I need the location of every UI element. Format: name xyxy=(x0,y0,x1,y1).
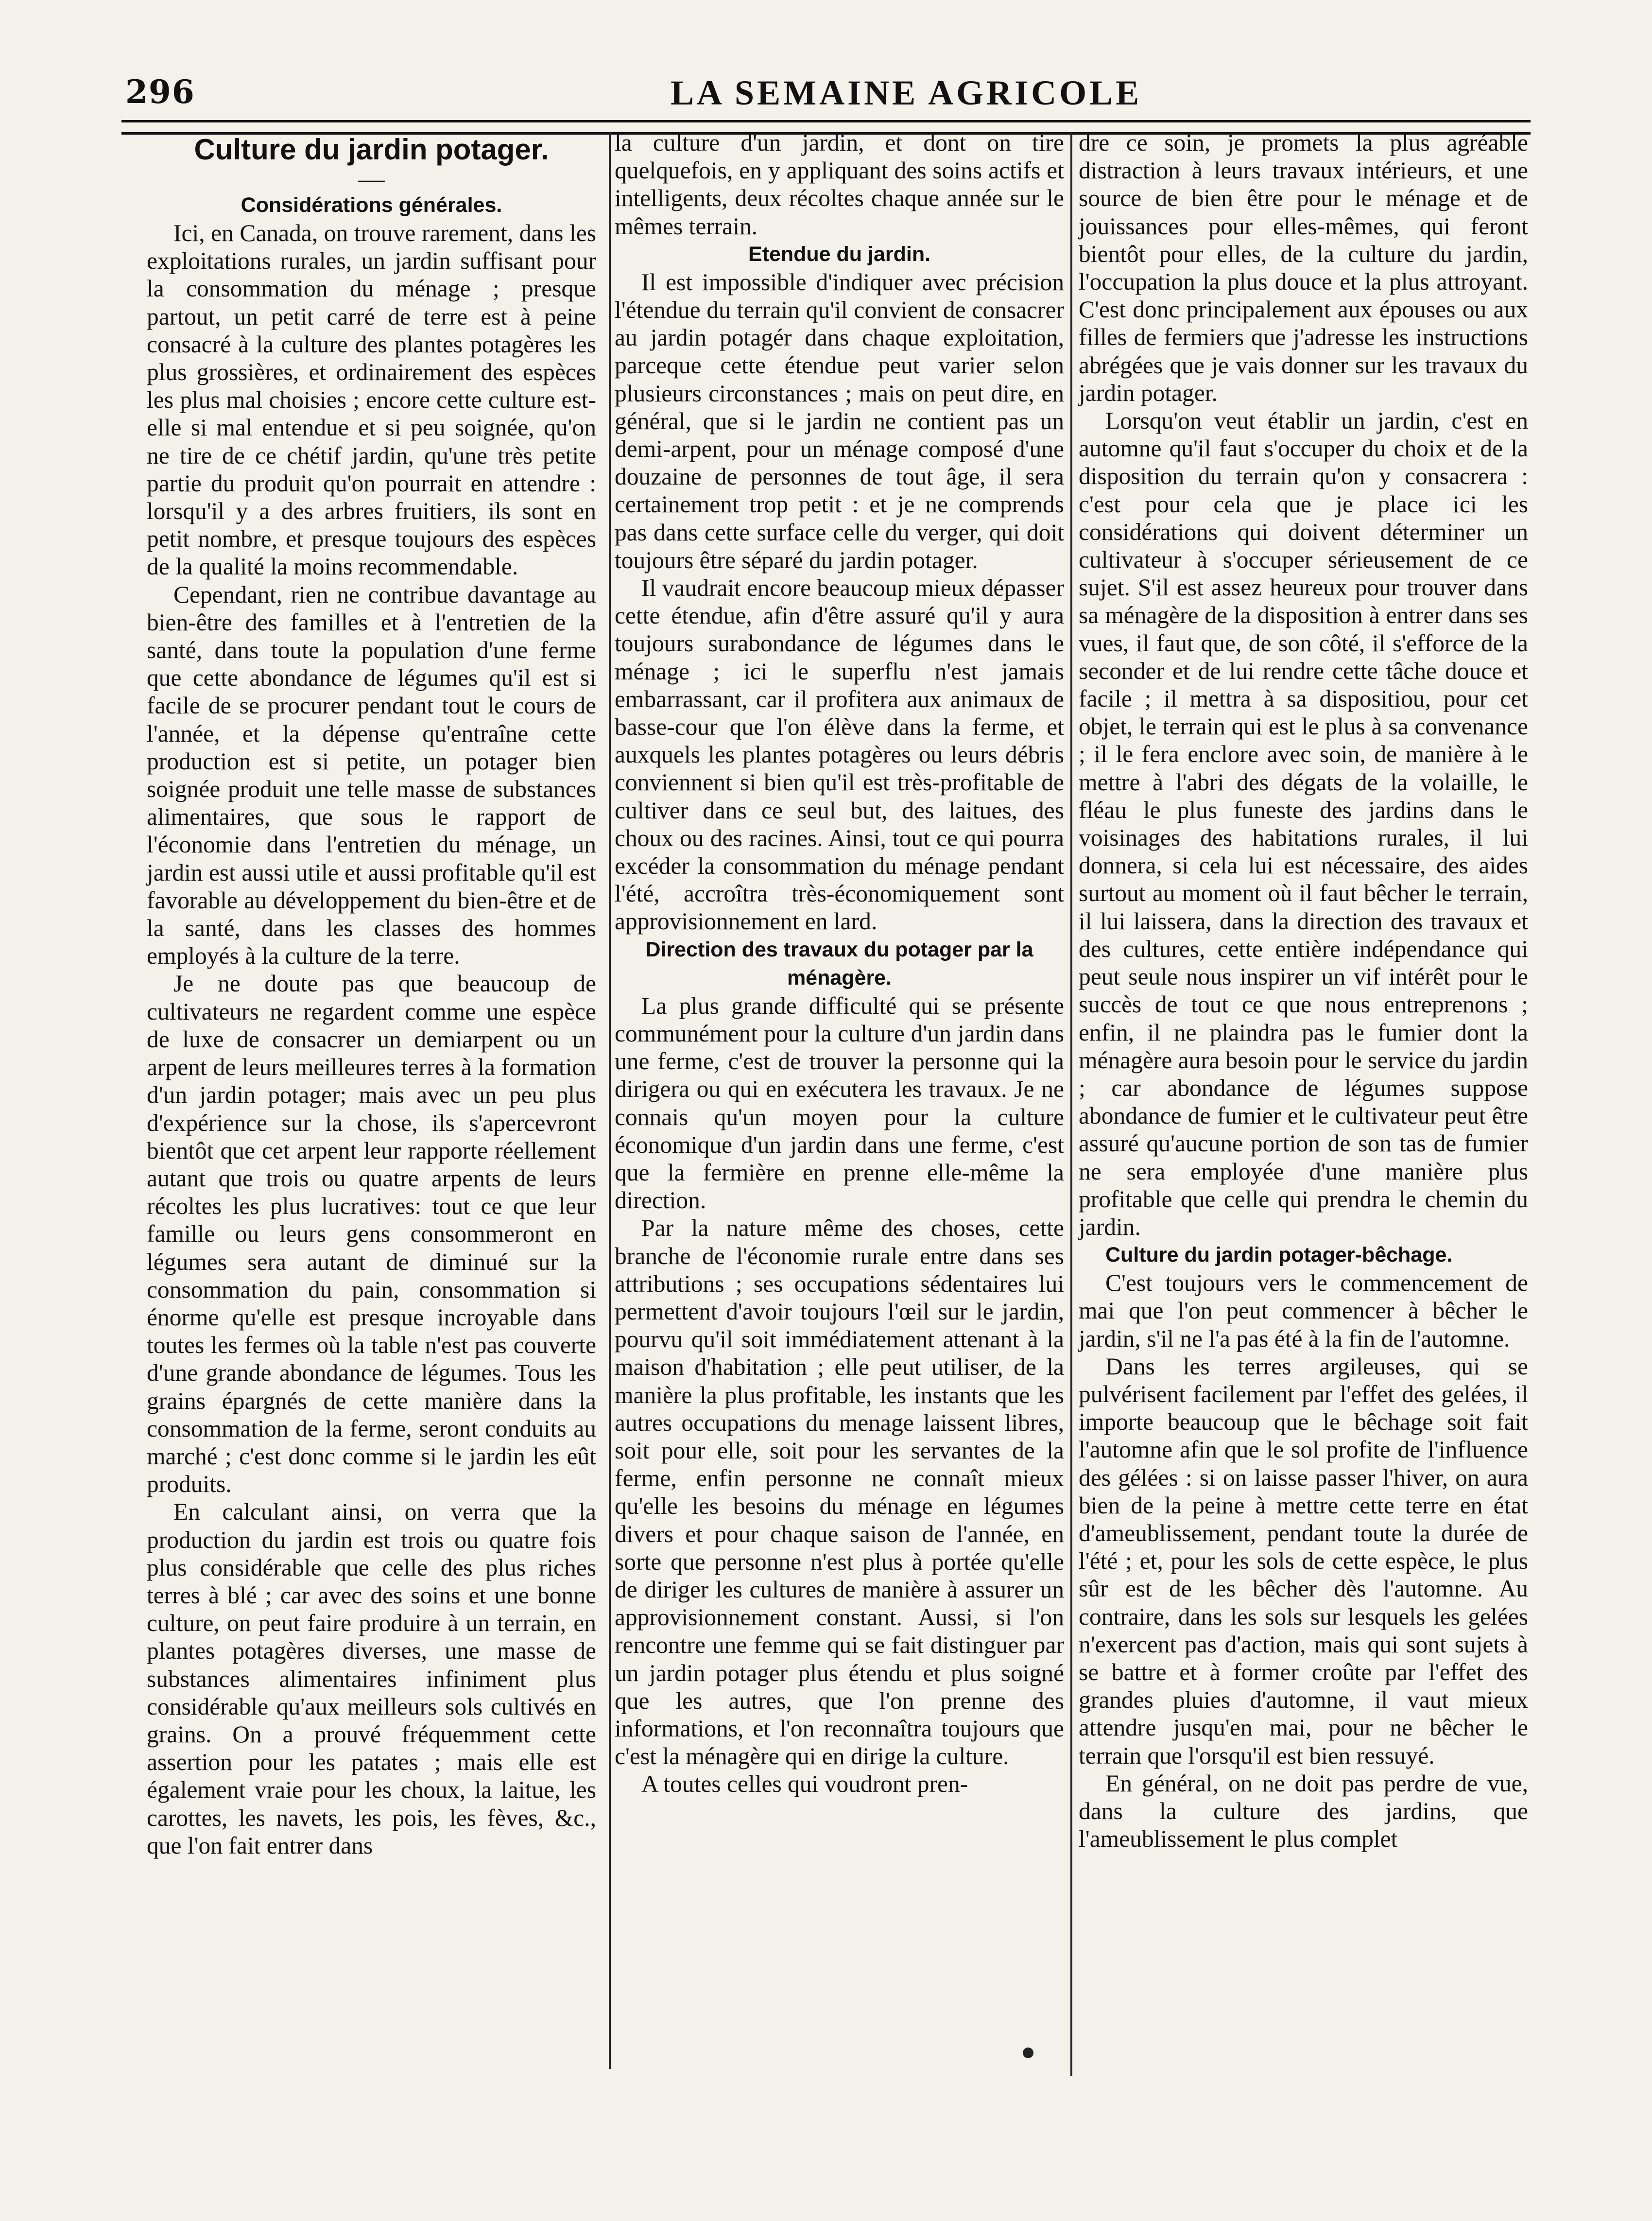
paragraph-continued: la culture d'un jardin, et dont on tire quelquefois, en y appliquant des soins actifs et intelligents, deux récoltes chaque année sur le mêmes terrain. xyxy=(615,129,1064,240)
paragraph: Cependant, rien ne contribue davantage au bien-être des familles et à l'entretien de la santé, dans toute la population d'une ferme que cette abondance de légumes qu'il est si facile de se procurer pendant tout le cours de l'année, et la dépense qu'entraîne cette production est si petite, un potager bien soignée produit une telle masse de substances alimentaires, que sous le rapport de l'économie dans l'entretien du ménage, un jardin est aussi utile et aussi profitable qu'il est favorable au développement du bien-être et de la santé, dans les classes des hommes employés à la culture de la terre. xyxy=(147,581,596,970)
paragraph: Par la nature même des choses, cette branche de l'économie rurale entre dans ses attributions ; ses occupations sédentaires lui permettent d'avoir toujours l'œil sur le jardin, pourvu qu'il soit immédiatement attenant à la maison d'habitation ; elle peut utiliser, de la manière la plus profitable, les instants que les autres occupations du menage laissent libres, soit pour elle, soit pour les servantes de la ferme, enfin personne ne connaît mieux qu'elle les besoins du ménage en légumes divers et pour chaque saison de l'année, en sorte que personne n'est plus à portée qu'elle de diriger les cultures de manière à assurer un approvisionnement constant. Aussi, si l'on rencontre une femme qui se fait distinguer par un jardin potager plus étendu et plus soigné que les autres, que l'on prenne des informations, et l'on reconnaîtra toujours que c'est la ménagère qui en dirige la culture. xyxy=(615,1215,1064,1770)
paragraph: Je ne doute pas que beaucoup de cultivateurs ne regardent comme une espèce de luxe de consacrer un demiarpent ou un arpent de leurs meilleures terres à la formation d'un jardin potager; mais avec un peu plus d'expérience sur la chose, ils s'apercevront bientôt que cet arpent leur rapporte réellement autant que trois ou quatre arpents de leurs récoltes les plus lucratives: tout ce que leur famille ou leurs gens consommeront en légumes sera autant de diminué sur la consommation du pain, consommation si énorme qu'elle est presque incroyable dans toutes les fermes où la table n'est pas couverte d'une grande abondance de légumes. Tous les grains épargnés de cette manière dans la consommation de la ferme, seront conduits au marché ; c'est donc comme si le jardin les eût produits. xyxy=(147,970,596,1498)
paragraph: Il est impossible d'indiquer avec précision l'étendue du terrain qu'il convient de consacrer au jardin potagér dans chaque exploitation, parceque cette étendue peut varier selon plusieurs circonstances ; mais on peut dire, en général, que si le jardin ne contient pas un demi-arpent, pour un ménage composé d'une douzaine de personnes de tout âge, il sera certainement trop petit : et je ne comprends pas dans cette surface celle du verger, qui doit toujours être séparé du jardin potager. xyxy=(615,268,1064,573)
paragraph: C'est toujours vers le commencement de mai que l'on peut commencer à bêcher le jardin, s'il ne l'a pas été à la fin de l'automne. xyxy=(1079,1269,1528,1352)
footer-dot xyxy=(1023,2047,1033,2058)
paragraph: A toutes celles qui voudront pren- xyxy=(641,1770,968,1798)
column-3 xyxy=(1079,129,1528,1853)
column-divider-2 xyxy=(1070,132,1072,2076)
paragraph: Il vaudrait encore beaucoup mieux dépasser cette étendue, afin d'être assuré qu'il y aura toujours surabondance de légumes dans le ménage ; ici le superflu n'est jamais embarrassant, car il profitera aux animaux de basse-cour que l'on élève dans la ferme, et auxquels les plantes potagères ou leurs débris conviennent si bien qu'il est très-profitable de cultiver dans ce seul but, des laitues, des choux ou des racines. Ainsi, tout ce qui pourra excéder la consommation du ménage pendant l'été, accroîtra très-économiquement sont approvisionnement en lard. xyxy=(615,574,1064,935)
article-title: Culture du jardin potager. xyxy=(194,133,549,166)
column-divider-1 xyxy=(609,132,611,2069)
paragraph: La plus grande difficulté qui se présente communément pour la culture d'un jardin dans une ferme, c'est de trouver la personne qui la dirigera ou qui en exécutera les travaux. Je ne connais qu'un moyen pour la culture économique d'un jardin dans une ferme, c'est que la fermière en prenne elle-même la direction. xyxy=(615,992,1064,1214)
paragraph: Lorsqu'on veut établir un jardin, c'est en automne qu'il faut s'occuper du choix et de la disposition du terrain qu'on y consacrera : c'est pour cela que je place ici les considérations qui doivent déterminer un cultivateur à s'occuper sérieusement de ce sujet. S'il est assez heureux pour trouver dans sa ménagère de la disposition à entrer dans ses vues, il faut que, de son côté, il s'efforce de la seconder et de lui rendre cette tâche douce et facile ; il mettra à sa dispositiou, pour cet objet, le terrain qui est le plus à sa convenance ; il le fera enclore avec soin, de manière à le mettre à l'abri des dégats de la volaille, le fléau le plus funeste des jardins dans le voisinages des habitations rurales, il lui donnera, si cela lui est nécessaire, des aides surtout au moment où il faut bêcher le terrain, il lui laissera, dans la direction des travaux et des cultures, cette entière indépendance qui peut seule nous inspirer un vif intérêt pour le succès de tout ce que nous entreprenons ; enfin, il ne plaindra pas le fumier dont la ménagère aura besoin pour le service du jardin ; car abondance de légumes suppose abondance de fumier et le cultivateur peut être assuré qu'aucune portion de son tas de fumier ne sera employée d'une manière plus profitable que celle qui prendra le chemin du jardin. xyxy=(1079,407,1528,1240)
section-heading-considerations: Considérations générales. xyxy=(241,193,502,217)
running-title: LA SEMAINE AGRICOLE xyxy=(671,73,1142,112)
section-heading-direction: Direction des travaux du potager par la ménagère. xyxy=(645,937,1033,989)
paragraph: Ici, en Canada, on trouve rarement, dans les exploitations rurales, un jardin suffisant pour la consommation du ménage ; presque partout, un petit carré de terre est à peine consacré à la culture des plantes potagères les plus grossières, et ordinairement des espèces les plus mal choisies ; encore cette culture est-elle si mal entendue et si peu soignée, qu'on ne tire de ce chétif jardin, qu'une très petite partie du produit qu'on pourrait en attendre : lorsqu'il y a des arbres fruitiers, ils sont en petit nombre, et presque toujours des espèces de la qualité la moins recommendable. xyxy=(147,220,596,580)
paragraph: Dans les terres argileuses, qui se pulvérisent facilement par l'effet des gelées, il importe beaucoup que le bêchage soit fait l'automne afin que le sol profite de l'influence des gélées : si on laisse passer l'hiver, on aura bien de la peine à mettre cette terre en état d'ameublissement, pendant toute la durée de l'été ; et, pour les sols de cette espèce, le plus sûr est de les bêcher dès l'automne. Au contraire, dans les sols sur lesquels les gelées n'exercent pas d'action, mais qui sont sujets à se battre et à former croûte par l'effet des grandes pluies d'automne, il vaut mieux attendre jusqu'en mai, pour ne bêcher le terrain que l'orsqu'il est bien ressuyé. xyxy=(1079,1353,1528,1769)
paragraph: En calculant ainsi, on verra que la production du jardin est trois ou quatre fois plus considérable que celle des plus riches terres à blé ; car avec des soins et une bonne culture, on peut faire produire à un terrain, en plantes potagères diverses, une masse de substances alimentaires infiniment plus considérable qu'aux meilleurs sols cultivés en grains. On a prouvé fréquemment cette assertion pour les patates ; mais elle est également vraie pour les choux, la laitue, les carottes, les navets, les pois, les fèves, &c., que l'on fait entrer dans xyxy=(147,1498,596,1859)
paragraph-continued: dre ce soin, je promets la plus agréable distraction à leurs travaux intérieurs, et une source de bien être pour le ménage et de jouissances pour elles-mêmes, qui feront bientôt pour elles, de la culture du jardin, l'occupation la plus douce et la plus attroyant. C'est donc principalement aux épouses ou aux filles de fermiers que j'adresse les instructions abrégées que je vais donner sur les travaux du jardin potager. xyxy=(1079,129,1528,406)
column-1 xyxy=(147,129,596,1859)
section-heading-etendue: Etendue du jardin. xyxy=(748,242,931,266)
column-2 xyxy=(615,129,1064,1798)
section-heading-bechage: Culture du jardin potager-bêchage. xyxy=(1105,1243,1453,1267)
paragraph: En général, on ne doit pas perdre de vue, dans la culture des jardins, que l'ameublissement le plus complet xyxy=(1079,1770,1528,1853)
title-dash: — xyxy=(358,164,385,193)
page-number: 296 xyxy=(125,73,195,111)
